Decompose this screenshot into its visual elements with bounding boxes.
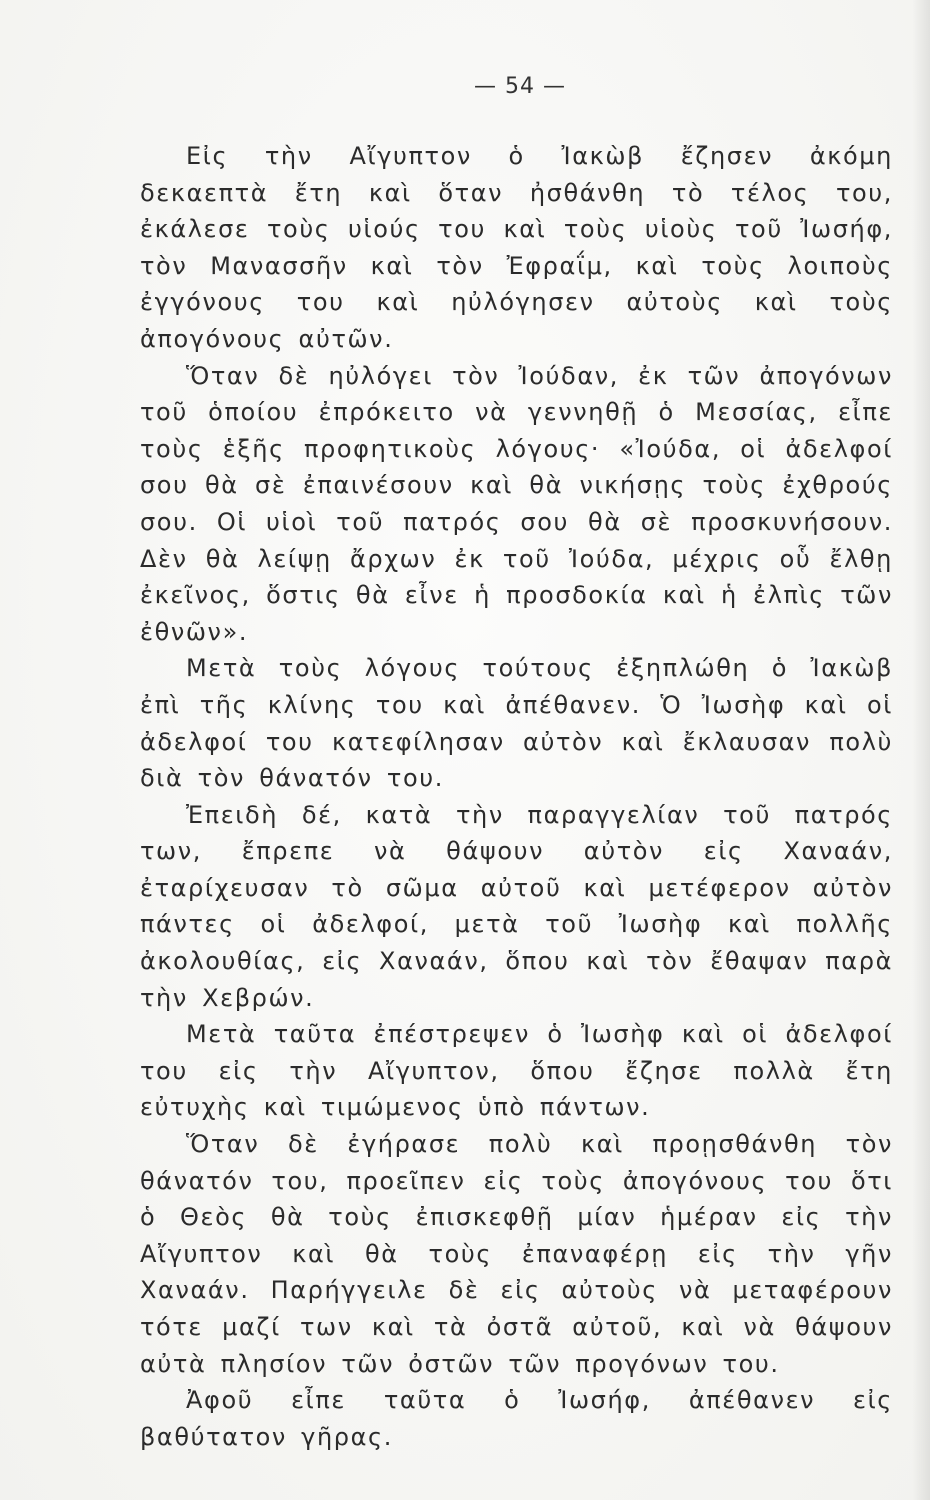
paragraph: Ὅταν δὲ ἐγήρασε πολὺ καὶ προῃσθάνθη τὸν θάνατόν του, προεῖπεν εἰς τοὺς ἀπογόνους του ὅτι ὁ Θεὸς θὰ τοὺς ἐπισκεφθῇ μίαν ἡμέραν εἰς τὴν Αἴγυπτον καὶ θὰ τοὺς ἐπαναφέρῃ εἰς τὴν γῆν Χαναάν. Παρήγγειλε δὲ εἰς αὐτοὺς νὰ μεταφέρουν τότε μαζί των καὶ τὰ ὀστᾶ αὐτοῦ, καὶ νὰ θάψουν αὐτὰ πλησίον τῶν ὀστῶν τῶν προγόνων του. (140, 1130, 893, 1378)
paragraph: Μετὰ τοὺς λόγους τούτους ἐξηπλώθη ὁ Ἰακὼβ ἐπὶ τῆς κλίνης του καὶ ἀπέθανεν. Ὁ Ἰωσὴφ καὶ οἱ ἀδελφοί του κατεφίλησαν αὐτὸν καὶ ἔκλαυσαν πολὺ διὰ τὸν θάνατόν του. (140, 654, 893, 793)
body-text (140, 138, 893, 1455)
page-edge-shadow (912, 0, 930, 1500)
paragraph: Ἐπειδὴ δέ, κατὰ τὴν παραγγελίαν τοῦ πατρός των, ἔπρεπε νὰ θάψουν αὐτὸν εἰς Χαναάν, ἐταρίχευσαν τὸ σῶμα αὐτοῦ καὶ μετέφερον αὐτὸν πάντες οἱ ἀδελφοί, μετὰ τοῦ Ἰωσὴφ καὶ πολλῆς ἀκολουθίας, εἰς Χαναάν, ὅπου καὶ τὸν ἔθαψαν παρὰ τὴν Χεβρών. (140, 800, 893, 1012)
paragraph: Μετὰ ταῦτα ἐπέστρεψεν ὁ Ἰωσὴφ καὶ οἱ ἀδελφοί του εἰς τὴν Αἴγυπτον, ὅπου ἔζησε πολλὰ ἔτη εὐτυχὴς καὶ τιμώμενος ὑπὸ πάντων. (140, 1020, 893, 1122)
paragraph: Ἀφοῦ εἶπε ταῦτα ὁ Ἰωσήφ, ἀπέθανεν εἰς βαθύτατον γῆρας. (140, 1386, 893, 1451)
paragraph: Ὅταν δὲ ηὐλόγει τὸν Ἰούδαν, ἐκ τῶν ἀπογόνων τοῦ ὁποίου ἐπρόκειτο νὰ γεννηθῇ ὁ Μεσσίας, εἶπε τοὺς ἑξῆς προφητικοὺς λόγους· «Ἰούδα, οἱ ἀδελφοί σου θὰ σὲ ἐπαινέσουν καὶ θὰ νικήσῃς τοὺς ἐχθρούς σου. Οἱ υἱοὶ τοῦ πατρός σου θὰ σὲ προσκυνήσουν. Δὲν θὰ λείψῃ ἄρχων ἐκ τοῦ Ἰούδα, μέχρις οὗ ἔλθῃ ἐκεῖνος, ὅστις θὰ εἶνε ἡ προσδοκία καὶ ἡ ἐλπὶς τῶν ἐθνῶν». (140, 361, 893, 646)
paragraph: Εἰς τὴν Αἴγυπτον ὁ Ἰακὼβ ἔζησεν ἀκόμη δεκαεπτὰ ἔτη καὶ ὅταν ἠσθάνθη τὸ τέλος του, ἐκάλεσε τοὺς υἱούς του καὶ τοὺς υἱοὺς τοῦ Ἰωσήφ, τὸν Μανασσῆν καὶ τὸν Ἐφραΐμ, καὶ τοὺς λοιποὺς ἐγγόνους του καὶ ηὐλόγησεν αὐτοὺς καὶ τοὺς ἀπογόνους αὐτῶν. (140, 142, 893, 353)
page-number: — 54 — (474, 74, 566, 99)
